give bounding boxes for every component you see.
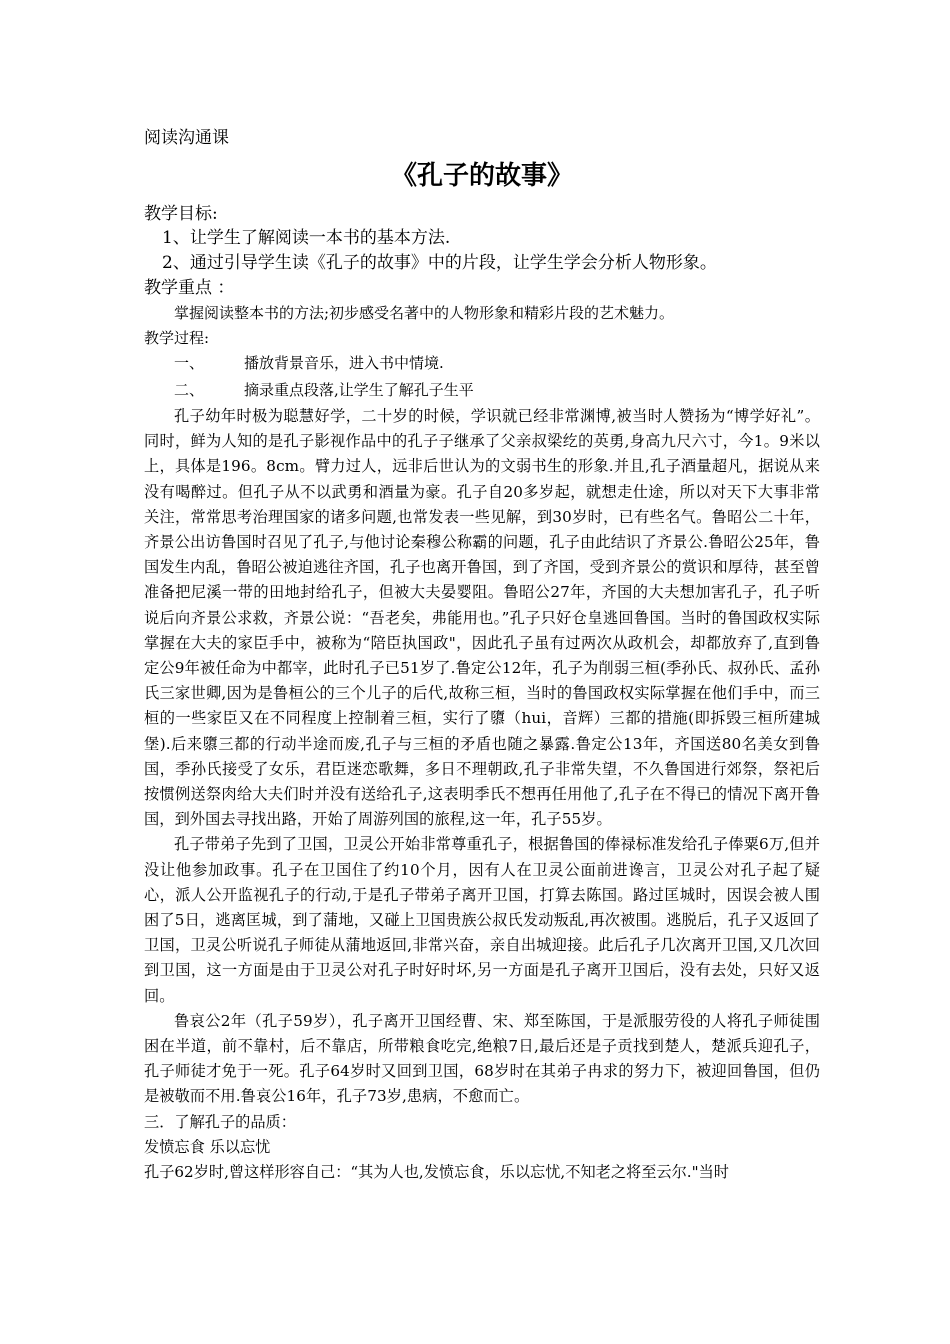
body-paragraph: 鲁哀公2年（孔子59岁），孔子离开卫国经曹、宋、郑至陈国，于是派服劳役的人将孔子师徒围困在半道，前不靠村，后不靠店，所带粮食吃完,绝粮7日,最后还是子贡找到楚人，楚派兵迎孔子，孔子师徒才免于一死。孔子64岁时又回到卫国，68岁时在其弟子冉求的努力下，被迎回鲁国，但仍是被敬而不用.鲁哀公16年，孔子73岁,患病，不愈而亡。 — [144, 1011, 820, 1106]
step-text: 播放背景音乐，进入书中情境. — [244, 354, 444, 372]
section3-heading: 三．了解孔子的品质： — [144, 1112, 296, 1131]
process-heading: 教学过程: — [144, 329, 210, 347]
objectives-heading: 教学目标: — [144, 204, 218, 224]
process-step — [144, 350, 820, 377]
document-title: 《孔子的故事》 — [390, 161, 573, 191]
section3-subheading: 发愤忘食 乐以忘忧 — [144, 1137, 271, 1156]
process-step — [144, 377, 820, 404]
focus-heading: 教学重点 ： — [144, 278, 235, 298]
course-label: 阅读沟通课 — [144, 128, 229, 148]
objective-item: 2、通过引导学生读《孔子的故事》中的片段，让学生学会分析人物形象。 — [162, 253, 717, 273]
focus-text: 掌握阅读整本书的方法;初步感受名著中的人物形象和精彩片段的艺术魅力。 — [174, 304, 675, 322]
document-content — [144, 124, 820, 1185]
section3-text: 孔子62岁时,曾这样形容自己：“其为人也,发愤忘食，乐以忘忧,不知老之将至云尔."当时 — [144, 1163, 729, 1182]
step-number: 一、 — [174, 354, 205, 372]
body-paragraph: 孔子带弟子先到了卫国，卫灵公开始非常尊重孔子，根据鲁国的俸禄标准发给孔子俸粟6万,但并没让他参加政事。孔子在卫国住了约10个月，因有人在卫灵公面前进谗言，卫灵公对孔子起了疑心，派人公开监视孔子的行动,于是孔子带弟子离开卫国，打算去陈国。路过匡城时，因误会被人围困了5日，逃离匡城，到了蒲地，又碰上卫国贵族公叔氏发动叛乱,再次被围。逃脱后，孔子又返回了卫国，卫灵公听说孔子师徒从蒲地返回,非常兴奋，亲自出城迎接。此后孔子几次离开卫国,又几次回到卫国，这一方面是由于卫灵公对孔子时好时坏,另一方面是孔子离开卫国后，没有去处，只好又返回。 — [144, 835, 820, 1005]
objective-item: 1、让学生了解阅读一本书的基本方法. — [162, 228, 451, 248]
step-number: 二、 — [174, 381, 205, 399]
step-text: 摘录重点段落,让学生了解孔子生平 — [244, 381, 474, 399]
body-paragraph: 孔子幼年时极为聪慧好学，二十岁的时候，学识就已经非常渊博,被当时人赞扬为“博学好礼”。同时，鲜为人知的是孔子影视作品中的孔子子继承了父亲叔梁纥的英勇,身高九尺六寸，今1。9米以上，具体是196。8cm。臂力过人，远非后世认为的文弱书生的形象.并且,孔子酒量超凡，据说从来没有喝醉过。但孔子从不以武勇和酒量为豪。孔子自20多岁起，就想走仕途，所以对天下大事非常关注，常常思考治理国家的诸多问题,也常发表一些见解，到30岁时，已有些名气。鲁昭公二十年，齐景公出访鲁国时召见了孔子,与他讨论秦穆公称霸的问题，孔子由此结识了齐景公.鲁昭公25年，鲁国发生内乱，鲁昭公被迫逃往齐国，孔子也离开鲁国，到了齐国，受到齐景公的赏识和厚待，甚至曾准备把尼溪一带的田地封给孔子，但被大夫晏婴阻。鲁昭公27年，齐国的大夫想加害孔子，孔子听说后向齐景公求救，齐景公说：“吾老矣，弗能用也。”孔子只好仓皇逃回鲁国。当时的鲁国政权实际掌握在大夫的家臣手中，被称为“陪臣执国政"，因此孔子虽有过两次从政机会，却都放弃了,直到鲁定公9年被任命为中都宰，此时孔子已51岁了.鲁定公12年，孔子为削弱三桓(季孙氏、叔孙氏、孟孙氏三家世卿,因为是鲁桓公的三个儿子的后代,故称三桓，当时的鲁国政权实际掌握在他们手中，而三桓的一些家臣又在不同程度上控制着三桓，实行了隳（hui，音辉）三都的措施(即拆毁三桓所建城堡).后来隳三都的行动半途而废,孔子与三桓的矛盾也随之暴露.鲁定公13年，齐国送80名美女到鲁国，季孙氏接受了女乐，君臣迷恋歌舞，多日不理朝政,孔子非常失望，不久鲁国进行郊祭，祭祀后按惯例送祭肉给大夫们时并没有送给孔子,这表明季氏不想再任用他了,孔子在不得已的情况下离开鲁国，到外国去寻找出路，开始了周游列国的旅程,这一年，孔子55岁。 — [144, 407, 820, 829]
